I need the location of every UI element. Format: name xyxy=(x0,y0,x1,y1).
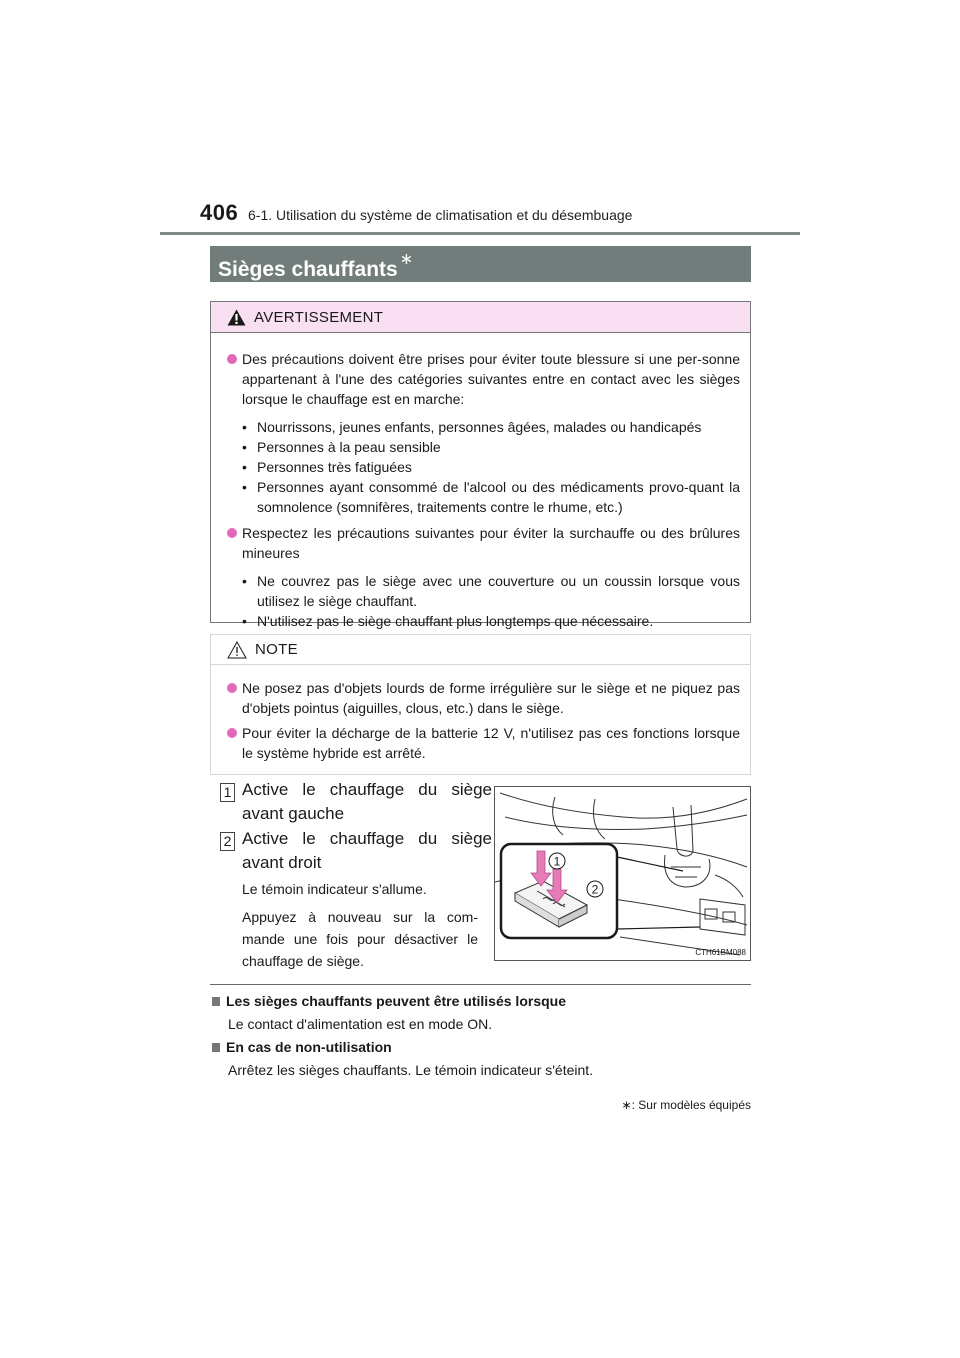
figure-code: CTH61BM088 xyxy=(695,948,746,957)
note-item xyxy=(227,723,740,763)
warning-subitem: • Nourrissons, jeunes enfants, personnes âgées, malades ou handicapés xyxy=(242,419,702,435)
info-heading-text: En cas de non-utilisation xyxy=(226,1039,392,1055)
square-bullet xyxy=(212,997,220,1006)
header-divider xyxy=(160,232,800,235)
bullet-dot xyxy=(227,728,237,738)
note-header xyxy=(211,635,750,665)
warning-box xyxy=(210,301,751,629)
caution-outline-icon xyxy=(227,641,247,659)
figure-callout-2: 2 xyxy=(591,882,599,897)
warning-subitem: • Personnes très fatiguées xyxy=(242,459,412,475)
warning-subitem-text: Nourrissons, jeunes enfants, personnes âgées, malades ou handicapés xyxy=(257,419,702,435)
bullet-dot xyxy=(227,683,237,693)
seat-heater-switch-illustration xyxy=(494,786,751,961)
warning-subitem: • Personnes à la peau sensible xyxy=(242,439,441,455)
section-divider xyxy=(210,984,751,985)
section-title-banner xyxy=(210,246,751,282)
warning-subitem: • Personnes ayant consommé de l'alcool ou des médicaments provo-quant la somnolence (somnifères, traitements contre le rhume, etc.) xyxy=(242,479,740,515)
square-bullet xyxy=(212,1043,220,1052)
warning-subitem-text: Personnes très fatiguées xyxy=(257,459,412,475)
step-note-press-again: Appuyez à nouveau sur la com-mande une fois pour désactiver le chauffage de siège. xyxy=(242,909,478,969)
info-heading-not-used xyxy=(212,1039,392,1055)
info-heading-text: Les sièges chauffants peuvent être utilisés lorsque xyxy=(226,993,566,1009)
warning-subitem-text: Personnes à la peau sensible xyxy=(257,439,441,455)
warning-item xyxy=(227,523,740,563)
step-note-indicator: Le témoin indicateur s'allume. xyxy=(242,881,427,897)
step-number-1: 1 xyxy=(220,783,235,802)
figure-callout-1: 1 xyxy=(553,854,561,869)
chapter-title: 6-1. Utilisation du système de climatisation et du désembuage xyxy=(248,207,633,223)
warning-subitem-text: Ne couvrez pas le siège avec une couverture ou un coussin lorsque vous utilisez le siège chauffant. xyxy=(257,573,740,609)
page-number: 406 xyxy=(200,200,239,225)
info-heading-usable xyxy=(212,993,566,1009)
warning-heading: AVERTISSEMENT xyxy=(254,308,384,326)
section-title: Sièges chauffants xyxy=(218,258,398,281)
footnote-mark: ∗ xyxy=(621,1098,632,1112)
bullet-dot xyxy=(227,528,237,538)
footnote xyxy=(622,1098,751,1112)
equipped-mark: ∗ xyxy=(399,251,414,268)
console-drawing xyxy=(495,787,750,960)
warning-header xyxy=(211,302,750,333)
note-item xyxy=(227,678,740,718)
footnote-text: : Sur modèles équipés xyxy=(631,1098,751,1112)
warning-icon xyxy=(227,309,246,326)
step-2-text: Active le chauffage du siège avant droit xyxy=(242,829,492,872)
info-text-usable: Le contact d'alimentation est en mode ON. xyxy=(228,1016,493,1032)
step-1-text: Active le chauffage du siège avant gauche xyxy=(242,780,492,823)
bullet-dot xyxy=(227,354,237,364)
note-box xyxy=(210,634,751,775)
warning-subitem-text: N'utilisez pas le siège chauffant plus longtemps que nécessaire. xyxy=(257,613,654,629)
warning-subitem-text: Personnes ayant consommé de l'alcool ou des médicaments provo-quant la somnolence (somnifères, traitements contre le rhume, etc.) xyxy=(257,479,740,515)
step-number-2: 2 xyxy=(220,832,235,851)
note-heading: NOTE xyxy=(255,641,298,658)
warning-subitem: • N'utilisez pas le siège chauffant plus longtemps que nécessaire. xyxy=(242,613,654,629)
warning-subitem: • Ne couvrez pas le siège avec une couverture ou un coussin lorsque vous utilisez le siège chauffant. xyxy=(242,573,740,609)
warning-item-text: Respectez les précautions suivantes pour éviter la surchauffe ou des brûlures mineures xyxy=(242,525,740,561)
warning-item xyxy=(227,349,740,409)
info-text-not-used: Arrêtez les sièges chauffants. Le témoin indicateur s'éteint. xyxy=(228,1062,594,1078)
warning-item-text: Des précautions doivent être prises pour éviter toute blessure si une per-sonne appartenant à l'une des catégories suivantes entre en contact avec les sièges lorsque le chauffage est en marche: xyxy=(242,351,740,407)
note-item-text: Pour éviter la décharge de la batterie 12 V, n'utilisez pas ces fonctions lorsque le système hybride est arrêté. xyxy=(242,725,740,761)
note-item-text: Ne posez pas d'objets lourds de forme irrégulière sur le siège et ne piquez pas d'objets pointus (aiguilles, clous, etc.) dans le siège. xyxy=(242,680,740,716)
